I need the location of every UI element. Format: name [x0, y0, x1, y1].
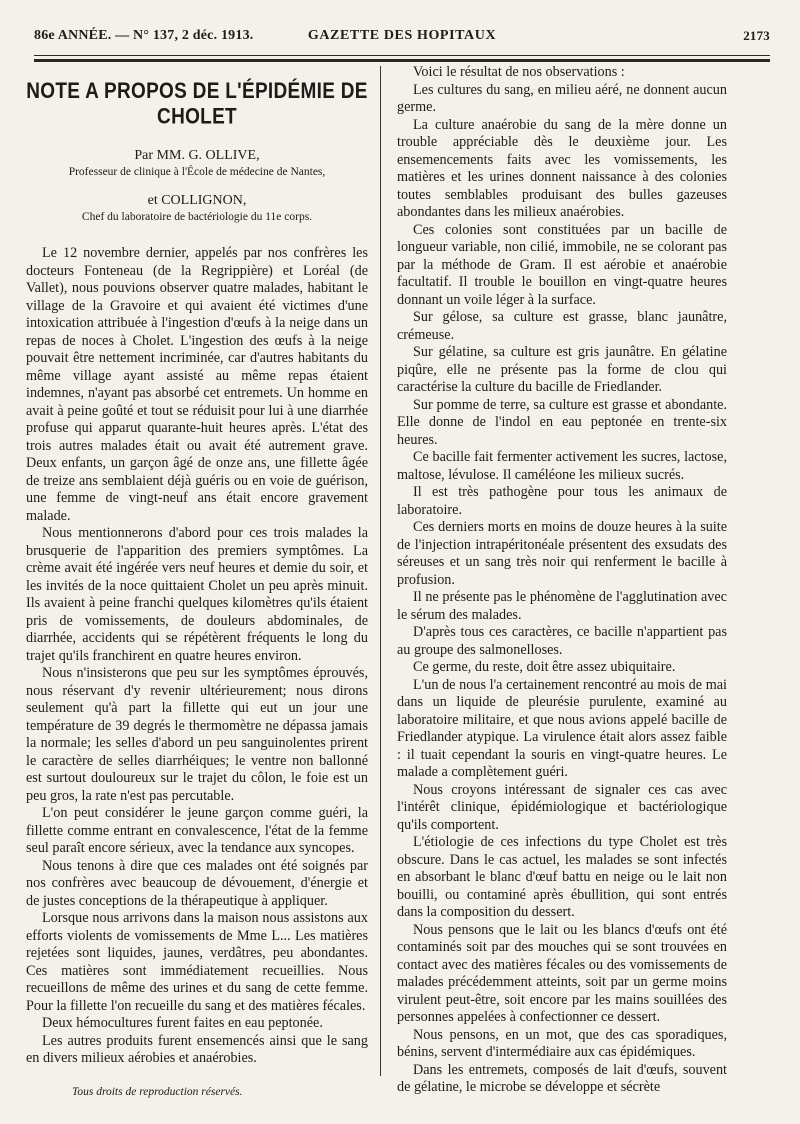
paragraph: Les cultures du sang, en milieu aéré, ne donnent aucun germe. [397, 81, 727, 115]
paragraph: Deux hémocultures furent faites en eau peptonée. [42, 1015, 323, 1031]
paragraph: L'on peut considérer le jeune garçon comme guéri, la fillette comme entrant en convalescence, l'état de la femme seul paraît encore sérieux, avec la tendance aux syncopes. [26, 805, 368, 856]
paragraph: Lorsque nous arrivons dans la maison nous assistons aux efforts violents de vomissements de Mme L... Les matières rejetées sont liquides, jaunes, verdâtres, peu abondantes. Ces matières sont immédiatement recueillies. Nous recueillons de même des urines et du sang de cette femme. Pour la fillette l'on recueille du sang et des matières fécales. [26, 910, 368, 1014]
paragraph: Ces derniers morts en moins de douze heures à la suite de l'injection intrapéritonéale présentent des exsudats des séreuses et un sang très noir qui renferment le bacille à profusion. [397, 519, 727, 588]
header-rule-thick [34, 59, 770, 62]
byline-secondary: et COLLIGNON, [147, 193, 247, 208]
paragraph: Les autres produits furent ensemencés ainsi que le sang en divers milieux aérobies et anaérobies. [26, 1032, 368, 1066]
paragraph: L'un de nous l'a certainement rencontré au mois de mai dans un liquide de pleurésie purulente, examiné au laboratoire militaire, et que nous avions appelé bacille de Friedlander atypique. La virulence était alors assez faible : il tuait cependant la souris en vingt-quatre heures. Le malade a complètement guéri. [397, 676, 727, 780]
paragraph: Ce germe, du reste, doit être assez ubiquitaire. [413, 659, 676, 675]
affiliation-primary: Professeur de clinique à l'École de médecine de Nantes, [68, 166, 326, 178]
paragraph: Ce bacille fait fermenter activement les sucres, lactose, maltose, lévulose. Il caméléone les milieux sucrés. [397, 449, 727, 483]
paragraph: Il ne présente pas le phénomène de l'agglutination avec le sérum des malades. [397, 589, 727, 623]
paragraph: D'après tous ces caractères, ce bacille n'appartient pas au groupe des salmonelloses. [397, 624, 727, 658]
paragraph: Sur gélatine, sa culture est gris jaunâtre. En gélatine piqûre, elle ne présente pas la forme de clou qui caractérise la culture du bacille de Friedlander. [397, 344, 727, 395]
running-head [34, 28, 770, 50]
footer-rights-notice: Tous droits de reproduction réservés. [72, 1086, 243, 1098]
paragraph: Nous mentionnerons d'abord pour ces trois malades la brusquerie de l'apparition des premiers symptômes. La crème avait été ingérée vers neuf heures et demie du soir, et les invités de la noce quittaient Cholet un peu après minuit. Ils avaient à peine franchi quelques kilomètres qu'ils étaient pris de vomissements, de douleurs abdominales, de diarrhée, accidents qui se répétèrent fréquents le long du trajet qu'ils franchirent en quatre heures environ. [26, 525, 368, 664]
paragraph: Sur pomme de terre, sa culture est grasse et abondante. Elle donne de l'indol en eau peptonée en trente-six heures. [397, 396, 727, 448]
paragraph: Nous tenons à dire que ces malades ont été soignés par nos confrères avec beaucoup de dévouement, d'énergie et de justes conceptions de la thérapeutique à appliquer. [26, 857, 368, 909]
paragraph: Nous n'insisterons que peu sur les symptômes éprouvés, nous réservant d'y revenir ultérieurement; nous dirons seulement qu'à part la fillette qui eut un jour une température de 39 degrés le thermomètre ne dépassa jamais la normale; les selles d'abord un peu sanguinolentes prirent le caractère de selles diarrhéiques; le ventre non ballonné est surtout douloureux sur le trajet du côlon, le foie est un peu gros, la rate n'est pas percutable. [26, 665, 368, 804]
paragraph: Ces colonies sont constituées par un bacille de longueur variable, non cilié, immobile, ne se colorant pas par la méthode de Gram. Il est aérobie et anaérobie facultatif. Il trouble le bouillon en vingt-quatre heures donnant un voile léger à la surface. [397, 221, 727, 308]
left-column [26, 67, 368, 1068]
affiliation-secondary: Chef du laboratoire de bactériologie du 11e corps. [81, 211, 313, 223]
article-title: NOTE A PROPOS DE L'ÉPIDÉMIE DE CHOLET [26, 79, 368, 130]
paragraph: Voici le résultat de nos observations : [413, 64, 625, 80]
paragraph: Sur gélose, sa culture est grasse, blanc jaunâtre, crémeuse. [397, 309, 727, 343]
journal-name: GAZETTE DES HOPITAUX [307, 28, 497, 43]
issue-info: 86e ANNÉE. — N° 137, 2 déc. 1913. [34, 28, 254, 43]
paragraph: Nous croyons intéressant de signaler ces cas avec l'intérêt clinique, épidémiologique et bactériologique qu'ils comportent. [397, 781, 727, 833]
header-rule-thin [34, 55, 770, 56]
paragraph: Il est très pathogène pour tous les animaux de laboratoire. [397, 484, 727, 518]
paragraph: Le 12 novembre dernier, appelés par nos confrères les docteurs Fonteneau (de la Regrippière) et Loréal (de Vallet), nous pouvions observer quatre malades, habitant le village de la Gravoire et qui avaient été victimes d'une intoxication attribuée à l'ingestion d'œufs à la neige dans un repas de noces à Cholet. L'ingestion des œufs à la neige pouvait être nettement incriminée, car d'autres habitants du même village ayant assisté au même repas étaient indemnes, n'ayant pas absorbé cet entremets. Un homme en avait à peine goûté et tout se réduisit pour lui à une diarrhée profuse qui apparut quarante-huit heures après. L'état des trois autres malades était ou avait été autrement grave. Deux enfants, un garçon âgé de onze ans, une fillette âgée de treize ans semblaient déjà guéris ou en voie de guérison, une femme de vingt-neuf ans était encore gravement malade. [26, 245, 368, 524]
right-column [397, 64, 727, 1097]
page-number: 2173 [743, 28, 770, 43]
paragraph: Nous pensons que le lait ou les blancs d'œufs ont été contaminés soit par des mouches qui se sont trouvées en contact avec des matières fécales ou des vomissements de malades précédemment atteints, soit par un germe moins virulent peut-être, soit encore par les mains souillées des personnes appelées à confectionner ce dessert. [397, 921, 727, 1025]
paragraph: Dans les entremets, composés de lait d'œufs, souvent de gélatine, le microbe se développe et sécrète [397, 1061, 727, 1095]
paragraph: L'étiologie de ces infections du type Cholet est très obscure. Dans le cas actuel, les malades se sont infectés en absorbant le blanc d'œuf battu en neige ou le lait non bouilli, ou contaminé après ébullition, qui sont entrés dans la composition du dessert. [397, 834, 727, 920]
byline-primary: Par MM. G. OLLIVE, [134, 148, 260, 163]
column-divider [380, 66, 381, 1076]
paragraph: La culture anaérobie du sang de la mère donne un trouble appréciable dès le deuxième jour. Les ensemencements faits avec les vomissements, les matières et les urines donnent naissance à des colonies toutes semblables produisant des bulles gazeuses abondantes dans les milieux anaérobies. [397, 116, 727, 220]
paragraph: Nous pensons, en un mot, que des cas sporadiques, bénins, servent d'intermédiaire aux cas épidémiques. [397, 1026, 727, 1060]
